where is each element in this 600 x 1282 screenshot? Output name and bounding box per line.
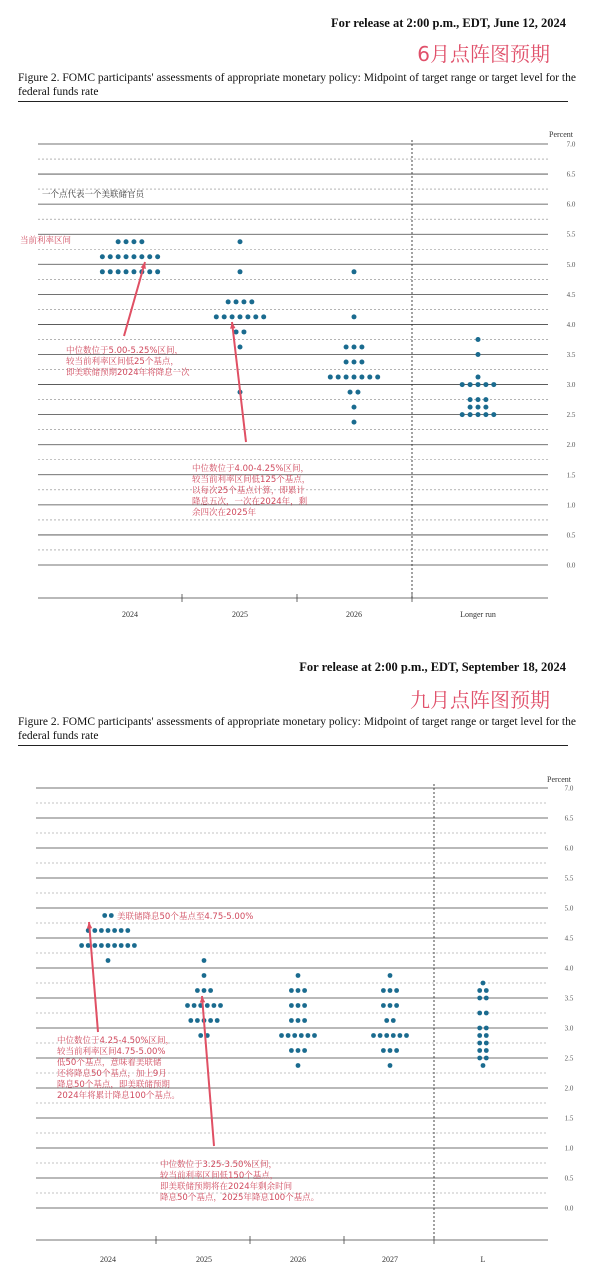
participant-dot <box>245 314 250 319</box>
x-tick-label: 2026 <box>346 610 362 619</box>
participant-dot <box>238 239 243 244</box>
participant-dot <box>124 254 129 259</box>
participant-dot <box>344 375 349 380</box>
y-tick-label: 4.5 <box>566 290 576 299</box>
x-tick-label: 2025 <box>196 1255 212 1264</box>
participant-dot <box>92 943 97 948</box>
september-dot-plot-panel <box>0 648 600 1282</box>
participant-dot <box>388 1003 393 1008</box>
participant-dot <box>296 973 301 978</box>
participant-dot <box>477 1033 482 1038</box>
participant-dot <box>394 988 399 993</box>
participant-dot <box>491 382 496 387</box>
participant-dot <box>352 344 357 349</box>
y-tick-label: 2.0 <box>566 441 576 450</box>
participant-dot <box>102 913 107 918</box>
participant-dot <box>215 1018 220 1023</box>
participant-dot <box>289 1003 294 1008</box>
participant-dot <box>477 996 482 1001</box>
participant-dot <box>359 375 364 380</box>
y-tick-label: 5.0 <box>564 904 574 913</box>
x-tick-label: 2026 <box>290 1255 306 1264</box>
participant-dot <box>230 314 235 319</box>
y-tick-label: 3.5 <box>566 351 576 359</box>
participant-dot <box>477 1011 482 1016</box>
participant-dot <box>106 928 111 933</box>
annotation-arrow <box>202 996 214 1146</box>
y-tick-label: 0.5 <box>564 1174 574 1183</box>
y-tick-label: 4.0 <box>564 964 574 973</box>
participant-dot <box>131 239 136 244</box>
participant-dot <box>491 412 496 417</box>
participant-dot <box>352 360 357 365</box>
y-tick-label: 1.5 <box>566 471 576 480</box>
participant-dot <box>296 1063 301 1068</box>
annotation-arrow-head <box>200 996 205 1003</box>
participant-dot <box>202 958 207 963</box>
participant-dot <box>468 405 473 410</box>
annotation-arrow-head <box>141 262 146 269</box>
participant-dot <box>108 254 113 259</box>
x-tick-label: 2027 <box>382 1255 398 1264</box>
participant-dot <box>384 1018 389 1023</box>
figure-title: Figure 2. FOMC participants' assessments of appropriate monetary policy: Midpoint of target range or target level for the federal funds rate <box>18 716 576 742</box>
participant-dot <box>155 269 160 274</box>
participant-dot <box>302 1018 307 1023</box>
y-tick-label: 2.5 <box>564 1054 574 1063</box>
participant-dot <box>208 988 213 993</box>
participant-dot <box>328 375 333 380</box>
participant-dot <box>208 1018 213 1023</box>
participant-dot <box>195 1018 200 1023</box>
y-tick-label: 3.0 <box>566 381 576 390</box>
participant-dot <box>391 1018 396 1023</box>
participant-dot <box>477 1048 482 1053</box>
participant-dot <box>483 405 488 410</box>
participant-dot <box>352 420 357 425</box>
dot-plot-chart <box>0 0 600 640</box>
participant-dot <box>381 1003 386 1008</box>
participant-dot <box>116 254 121 259</box>
participant-dot <box>202 988 207 993</box>
y-tick-label: 2.0 <box>564 1084 574 1093</box>
participant-dot <box>375 375 380 380</box>
median-2025-note: 中位数位于4.00-4.25%区间， 较当前利率区间低125个基点， 以每次25个基点计算，即累计 降息五次，一次在2024年，剩 余四次在2025年 <box>192 464 311 518</box>
participant-dot <box>302 988 307 993</box>
participant-dot <box>249 299 254 304</box>
participant-dot <box>241 329 246 334</box>
participant-dot <box>476 382 481 387</box>
participant-dot <box>99 928 104 933</box>
participant-dot <box>484 1048 489 1053</box>
participant-dot <box>222 314 227 319</box>
participant-dot <box>108 269 113 274</box>
participant-dot <box>112 928 117 933</box>
participant-dot <box>132 943 137 948</box>
participant-dot <box>367 375 372 380</box>
participant-dot <box>188 1018 193 1023</box>
participant-dot <box>238 344 243 349</box>
participant-dot <box>484 1033 489 1038</box>
participant-dot <box>205 1003 210 1008</box>
participant-dot <box>106 958 111 963</box>
y-tick-label: 7.0 <box>564 784 574 793</box>
participant-dot <box>344 344 349 349</box>
participant-dot <box>147 254 152 259</box>
y-tick-label: 1.0 <box>566 501 576 510</box>
participant-dot <box>476 337 481 342</box>
participant-dot <box>202 973 207 978</box>
x-tick-label: 2024 <box>100 1255 116 1264</box>
participant-dot <box>238 269 243 274</box>
participant-dot <box>195 988 200 993</box>
participant-dot <box>234 299 239 304</box>
y-tick-label: 7.0 <box>566 140 576 149</box>
y-tick-label: 4.0 <box>566 320 576 329</box>
y-tick-label: 6.5 <box>564 814 574 823</box>
median-2024-note: 中位数位于4.25-4.50%区间， 较当前利率区间4.75-5.00% 低50个基点，意味着美联储 还将降息50个基点，加上9月 降息50个基点，即美联储预期 2024年将累计降息100个基点。 <box>57 1036 180 1101</box>
y-tick-label: 2.5 <box>566 411 576 420</box>
participant-dot <box>289 1048 294 1053</box>
participant-dot <box>391 1033 396 1038</box>
participant-dot <box>404 1033 409 1038</box>
participant-dot <box>476 397 481 402</box>
y-tick-label: 5.5 <box>564 874 574 883</box>
participant-dot <box>476 375 481 380</box>
participant-dot <box>460 382 465 387</box>
participant-dot <box>388 1048 393 1053</box>
participant-dot <box>99 943 104 948</box>
participant-dot <box>100 254 105 259</box>
participant-dot <box>388 1063 393 1068</box>
participant-dot <box>241 299 246 304</box>
participant-dot <box>476 412 481 417</box>
y-axis-label: Percent <box>549 130 573 139</box>
participant-dot <box>398 1033 403 1038</box>
figure-title: Figure 2. FOMC participants' assessments of appropriate monetary policy: Midpoint of target range or target level for the federal funds rate <box>18 72 576 98</box>
participant-dot <box>124 239 129 244</box>
participant-dot <box>116 269 121 274</box>
participant-dot <box>483 397 488 402</box>
y-tick-label: 3.5 <box>564 994 574 1003</box>
participant-dot <box>336 375 341 380</box>
participant-dot <box>371 1033 376 1038</box>
x-tick-label: L <box>480 1255 486 1264</box>
participant-dot <box>253 314 258 319</box>
participant-dot <box>481 981 486 986</box>
participant-dot <box>481 1063 486 1068</box>
participant-dot <box>92 928 97 933</box>
release-line: For release at 2:00 p.m., EDT, September 18, 2024 <box>299 660 566 674</box>
participant-dot <box>125 943 130 948</box>
chinese-title: 6月点阵图预期 <box>417 42 550 66</box>
participant-dot <box>352 314 357 319</box>
y-tick-label: 6.0 <box>566 200 576 209</box>
participant-dot <box>483 382 488 387</box>
participant-dot <box>312 1033 317 1038</box>
participant-dot <box>384 1033 389 1038</box>
participant-dot <box>289 1018 294 1023</box>
participant-dot <box>381 988 386 993</box>
participant-dot <box>212 1003 217 1008</box>
y-tick-label: 0.5 <box>566 531 576 540</box>
chinese-title: 九月点阵图预期 <box>410 688 550 712</box>
y-tick-label: 6.0 <box>564 844 574 853</box>
participant-dot <box>299 1033 304 1038</box>
y-axis-label: Percent <box>547 775 571 784</box>
participant-dot <box>109 913 114 918</box>
participant-dot <box>296 1018 301 1023</box>
participant-dot <box>381 1048 386 1053</box>
participant-dot <box>477 1041 482 1046</box>
participant-dot <box>296 1048 301 1053</box>
participant-dot <box>388 973 393 978</box>
participant-dot <box>100 269 105 274</box>
participant-dot <box>352 269 357 274</box>
participant-dot <box>296 1003 301 1008</box>
participant-dot <box>131 269 136 274</box>
participant-dot <box>484 1011 489 1016</box>
participant-dot <box>147 269 152 274</box>
participant-dot <box>348 390 353 395</box>
y-tick-label: 5.0 <box>566 260 576 269</box>
participant-dot <box>119 928 124 933</box>
y-tick-label: 6.5 <box>566 170 576 179</box>
participant-dot <box>468 397 473 402</box>
participant-dot <box>238 314 243 319</box>
participant-dot <box>112 943 117 948</box>
participant-dot <box>460 412 465 417</box>
y-tick-label: 3.0 <box>564 1024 574 1033</box>
participant-dot <box>378 1033 383 1038</box>
participant-dot <box>296 988 301 993</box>
participant-dot <box>106 943 111 948</box>
participant-dot <box>139 239 144 244</box>
participant-dot <box>476 352 481 357</box>
participant-dot <box>352 375 357 380</box>
participant-dot <box>352 405 357 410</box>
participant-dot <box>226 299 231 304</box>
y-tick-label: 0.0 <box>566 561 576 570</box>
dot-legend-note: 一个点代表一个美联储官员 <box>42 190 145 200</box>
participant-dot <box>292 1033 297 1038</box>
participant-dot <box>79 943 84 948</box>
participant-dot <box>289 988 294 993</box>
y-tick-label: 0.0 <box>564 1204 574 1213</box>
participant-dot <box>468 382 473 387</box>
participant-dot <box>302 1048 307 1053</box>
participant-dot <box>355 390 360 395</box>
participant-dot <box>484 988 489 993</box>
participant-dot <box>477 1026 482 1031</box>
participant-dot <box>306 1033 311 1038</box>
participant-dot <box>344 360 349 365</box>
participant-dot <box>185 1003 190 1008</box>
x-tick-label: 2024 <box>122 610 138 619</box>
y-tick-label: 1.5 <box>564 1114 574 1123</box>
participant-dot <box>477 988 482 993</box>
y-tick-label: 1.0 <box>564 1144 574 1153</box>
participant-dot <box>468 412 473 417</box>
participant-dot <box>484 1026 489 1031</box>
participant-dot <box>388 988 393 993</box>
y-tick-label: 5.5 <box>566 230 576 239</box>
participant-dot <box>116 239 121 244</box>
y-tick-label: 4.5 <box>564 934 574 943</box>
participant-dot <box>484 996 489 1001</box>
participant-dot <box>119 943 124 948</box>
participant-dot <box>484 1056 489 1061</box>
participant-dot <box>394 1003 399 1008</box>
participant-dot <box>261 314 266 319</box>
participant-dot <box>484 1041 489 1046</box>
participant-dot <box>155 254 160 259</box>
release-line: For release at 2:00 p.m., EDT, June 12, 2024 <box>330 16 566 30</box>
annotation-arrow <box>89 922 98 1032</box>
participant-dot <box>124 269 129 274</box>
participant-dot <box>483 412 488 417</box>
participant-dot <box>394 1048 399 1053</box>
median-2025-note: 中位数位于3.25-3.50%区间， 较当前利率区间低150个基点， 即美联储预期将在2024年剩余时间 降息50个基点，2025年降息100个基点。 <box>160 1160 320 1203</box>
participant-dot <box>125 928 130 933</box>
annotation-arrow <box>232 322 246 442</box>
current-range-note: 当前利率区间 <box>20 236 72 246</box>
participant-dot <box>476 405 481 410</box>
x-tick-label: 2025 <box>232 610 248 619</box>
participant-dot <box>214 314 219 319</box>
participant-dot <box>286 1033 291 1038</box>
participant-dot <box>359 360 364 365</box>
participant-dot <box>192 1003 197 1008</box>
participant-dot <box>198 1033 203 1038</box>
median-2024-note: 中位数位于5.00-5.25%区间， 较当前利率区间低25个基点， 即美联储预期2024年将降息一次 <box>66 346 190 378</box>
x-tick-label: Longer run <box>460 610 496 619</box>
participant-dot <box>279 1033 284 1038</box>
participant-dot <box>139 254 144 259</box>
participant-dot <box>302 1003 307 1008</box>
september-cut-note: 美联储降息50个基点至4.75-5.00% <box>117 912 254 922</box>
participant-dot <box>131 254 136 259</box>
participant-dot <box>359 344 364 349</box>
participant-dot <box>477 1056 482 1061</box>
participant-dot <box>218 1003 223 1008</box>
june-dot-plot-panel <box>0 0 600 640</box>
